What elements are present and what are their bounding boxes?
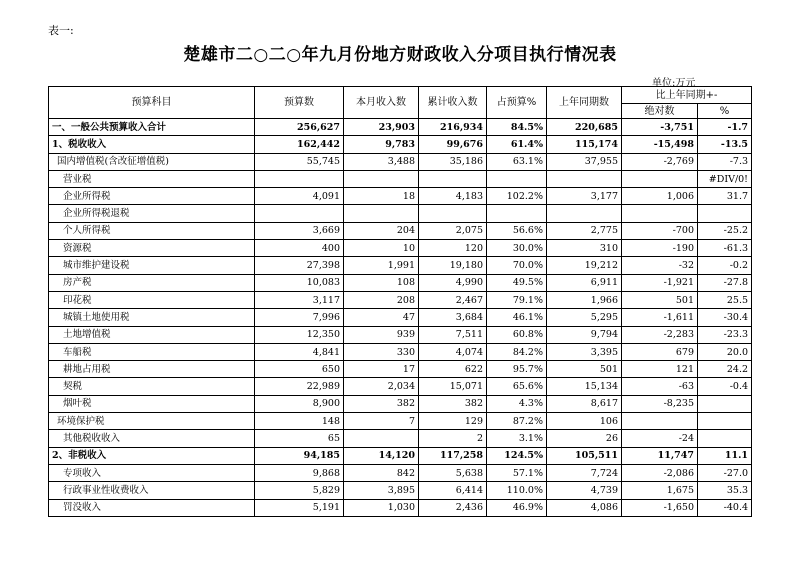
cell-pct: 79.1% [487,291,547,308]
table-row [49,499,752,516]
cell-pct2: -30.4 [698,309,752,326]
cell-pct: 56.6% [487,222,547,239]
table-row [49,240,752,257]
cell-item: 罚没收入 [49,499,255,516]
cell-abs [622,205,698,222]
cell-pct2: -0.2 [698,257,752,274]
header-item: 预算科目 [49,87,255,119]
cell-budget: 7,996 [255,309,344,326]
table-row [49,222,752,239]
cell-cumulative: 35,186 [419,153,487,170]
header-budget: 预算数 [255,87,344,119]
cell-abs: -1,650 [622,499,698,516]
cell-item: 土地增值税 [49,326,255,343]
cell-month: 842 [344,464,419,481]
cell-month: 3,895 [344,482,419,499]
cell-abs: 11,747 [622,447,698,464]
cell-cumulative: 216,934 [419,119,487,136]
table-body [49,119,752,517]
cell-last-year: 15,134 [547,378,622,395]
cell-cumulative: 6,414 [419,482,487,499]
cell-abs: -15,498 [622,136,698,153]
cell-month: 10 [344,240,419,257]
cell-abs: -700 [622,222,698,239]
cell-budget: 55,745 [255,153,344,170]
cell-cumulative: 382 [419,395,487,412]
cell-abs [622,413,698,430]
cell-pct2: 20.0 [698,343,752,360]
cell-pct: 87.2% [487,413,547,430]
cell-item: 企业所得税 [49,188,255,205]
cell-month: 1,991 [344,257,419,274]
cell-last-year: 106 [547,413,622,430]
cell-last-year: 115,174 [547,136,622,153]
cell-pct: 102.2% [487,188,547,205]
cell-pct2: -27.0 [698,464,752,481]
cell-month: 208 [344,291,419,308]
cell-last-year: 4,739 [547,482,622,499]
cell-month: 23,903 [344,119,419,136]
cell-budget: 22,989 [255,378,344,395]
cell-pct2: -27.8 [698,274,752,291]
cell-budget: 650 [255,361,344,378]
cell-abs: -32 [622,257,698,274]
cell-pct: 84.2% [487,343,547,360]
table-row [49,378,752,395]
cell-pct2: -61.3 [698,240,752,257]
cell-abs: -2,283 [622,326,698,343]
table-row [49,205,752,222]
cell-last-year: 220,685 [547,119,622,136]
cell-abs: -2,769 [622,153,698,170]
cell-month: 330 [344,343,419,360]
cell-abs: -63 [622,378,698,395]
header-pct: 占预算% [487,87,547,119]
header-abs: 绝对数 [622,104,698,119]
cell-abs: 1,675 [622,482,698,499]
cell-month [344,170,419,187]
cell-budget: 8,900 [255,395,344,412]
cell-month: 18 [344,188,419,205]
cell-cumulative: 4,990 [419,274,487,291]
cell-abs: -24 [622,430,698,447]
cell-budget: 148 [255,413,344,430]
cell-last-year: 310 [547,240,622,257]
cell-item: 一、一般公共预算收入合计 [49,119,255,136]
cell-month: 3,488 [344,153,419,170]
cell-month: 382 [344,395,419,412]
cell-pct2: 24.2 [698,361,752,378]
cell-item: 车船税 [49,343,255,360]
cell-cumulative: 4,183 [419,188,487,205]
cell-item: 烟叶税 [49,395,255,412]
cell-pct: 30.0% [487,240,547,257]
cell-budget: 5,829 [255,482,344,499]
cell-pct: 46.9% [487,499,547,516]
cell-cumulative [419,170,487,187]
cell-abs: -3,751 [622,119,698,136]
cell-pct: 4.3% [487,395,547,412]
cell-cumulative: 3,684 [419,309,487,326]
cell-pct2: 11.1 [698,447,752,464]
cell-cumulative: 2,467 [419,291,487,308]
header-compare: 比上年同期+- [622,87,752,104]
cell-budget: 4,841 [255,343,344,360]
header-cumulative: 累计收入数 [419,87,487,119]
table-row [49,257,752,274]
cell-pct2 [698,430,752,447]
header-pct2: % [698,104,752,119]
cell-pct: 70.0% [487,257,547,274]
cell-cumulative: 622 [419,361,487,378]
cell-budget: 10,083 [255,274,344,291]
cell-last-year: 8,617 [547,395,622,412]
cell-abs: -1,611 [622,309,698,326]
table-row [49,136,752,153]
cell-budget [255,205,344,222]
cell-pct2: -13.5 [698,136,752,153]
cell-pct2: 35.3 [698,482,752,499]
cell-pct2 [698,205,752,222]
cell-cumulative: 4,074 [419,343,487,360]
cell-last-year: 105,511 [547,447,622,464]
cell-last-year: 3,395 [547,343,622,360]
cell-month: 108 [344,274,419,291]
cell-pct: 61.4% [487,136,547,153]
cell-pct: 60.8% [487,326,547,343]
cell-budget: 94,185 [255,447,344,464]
cell-last-year [547,170,622,187]
cell-pct2: -1.7 [698,119,752,136]
cell-pct [487,205,547,222]
cell-month: 1,030 [344,499,419,516]
cell-item: 专项收入 [49,464,255,481]
cell-budget: 256,627 [255,119,344,136]
cell-pct2: -7.3 [698,153,752,170]
cell-last-year: 6,911 [547,274,622,291]
cell-pct: 95.7% [487,361,547,378]
cell-budget: 65 [255,430,344,447]
cell-pct [487,170,547,187]
cell-last-year: 1,966 [547,291,622,308]
header-month: 本月收入数 [344,87,419,119]
unit-label: 单位:万元 [652,78,696,89]
cell-abs: -2,086 [622,464,698,481]
cell-abs: -1,921 [622,274,698,291]
table-row [49,170,752,187]
cell-cumulative: 2,436 [419,499,487,516]
cell-pct2: -0.4 [698,378,752,395]
cell-budget: 3,117 [255,291,344,308]
cell-item: 2、非税收入 [49,447,255,464]
cell-cumulative: 2,075 [419,222,487,239]
cell-cumulative: 15,071 [419,378,487,395]
cell-budget: 27,398 [255,257,344,274]
table-row [49,447,752,464]
cell-last-year: 3,177 [547,188,622,205]
cell-item: 城镇土地使用税 [49,309,255,326]
cell-cumulative [419,205,487,222]
cell-last-year: 4,086 [547,499,622,516]
cell-item: 国内增值税(含改征增值税) [49,153,255,170]
cell-abs [622,170,698,187]
cell-pct2: #DIV/0! [698,170,752,187]
page-title: 楚雄市二○二○年九月份地方财政收入分项目执行情况表 [183,45,617,65]
cell-cumulative: 99,676 [419,136,487,153]
table-row [49,153,752,170]
cell-item: 城市维护建设税 [49,257,255,274]
table-row [49,430,752,447]
cell-item: 印花税 [49,291,255,308]
cell-budget: 12,350 [255,326,344,343]
cell-month: 47 [344,309,419,326]
cell-month: 204 [344,222,419,239]
table-row [49,326,752,343]
cell-pct2: 31.7 [698,188,752,205]
cell-item: 资源税 [49,240,255,257]
cell-month [344,205,419,222]
cell-item: 营业税 [49,170,255,187]
cell-last-year: 19,212 [547,257,622,274]
cell-last-year: 501 [547,361,622,378]
cell-abs: 121 [622,361,698,378]
cell-month: 2,034 [344,378,419,395]
cell-last-year: 26 [547,430,622,447]
cell-budget: 9,868 [255,464,344,481]
cell-pct2 [698,395,752,412]
table-row [49,482,752,499]
cell-pct: 65.6% [487,378,547,395]
cell-last-year: 9,794 [547,326,622,343]
table-row [49,309,752,326]
cell-pct: 110.0% [487,482,547,499]
table-row [49,395,752,412]
cell-item: 其他税收收入 [49,430,255,447]
cell-last-year [547,205,622,222]
cell-month: 14,120 [344,447,419,464]
table-row [49,291,752,308]
cell-cumulative: 5,638 [419,464,487,481]
cell-item: 契税 [49,378,255,395]
table-row [49,464,752,481]
header-last-year: 上年同期数 [547,87,622,119]
cell-pct: 84.5% [487,119,547,136]
cell-abs: 679 [622,343,698,360]
cell-budget: 162,442 [255,136,344,153]
cell-budget: 5,191 [255,499,344,516]
table-row [49,188,752,205]
cell-item: 环境保护税 [49,413,255,430]
cell-budget [255,170,344,187]
cell-abs: -190 [622,240,698,257]
cell-last-year: 2,775 [547,222,622,239]
cell-item: 个人所得税 [49,222,255,239]
cell-pct2: -25.2 [698,222,752,239]
cell-pct: 124.5% [487,447,547,464]
table-row [49,119,752,136]
cell-cumulative: 120 [419,240,487,257]
cell-month: 9,783 [344,136,419,153]
cell-pct: 57.1% [487,464,547,481]
cell-item: 1、税收收入 [49,136,255,153]
cell-item: 行政事业性收费收入 [49,482,255,499]
cell-abs: 1,006 [622,188,698,205]
cell-pct: 63.1% [487,153,547,170]
cell-pct2 [698,413,752,430]
cell-last-year: 37,955 [547,153,622,170]
cell-item: 房产税 [49,274,255,291]
budget-table [48,86,752,517]
document-label: 表一: [48,24,74,37]
cell-pct: 3.1% [487,430,547,447]
cell-pct2: 25.5 [698,291,752,308]
table-row [49,274,752,291]
table-row [49,413,752,430]
cell-item: 耕地占用税 [49,361,255,378]
cell-pct: 46.1% [487,309,547,326]
cell-budget: 400 [255,240,344,257]
cell-month [344,430,419,447]
cell-item: 企业所得税退税 [49,205,255,222]
cell-budget: 4,091 [255,188,344,205]
cell-abs: 501 [622,291,698,308]
cell-month: 17 [344,361,419,378]
cell-cumulative: 7,511 [419,326,487,343]
cell-pct2: -40.4 [698,499,752,516]
table-row [49,361,752,378]
cell-abs: -8,235 [622,395,698,412]
table-row [49,343,752,360]
cell-pct2: -23.3 [698,326,752,343]
cell-month: 939 [344,326,419,343]
cell-budget: 3,669 [255,222,344,239]
cell-month: 7 [344,413,419,430]
cell-last-year: 5,295 [547,309,622,326]
cell-pct: 49.5% [487,274,547,291]
cell-cumulative: 117,258 [419,447,487,464]
cell-cumulative: 19,180 [419,257,487,274]
cell-cumulative: 129 [419,413,487,430]
cell-cumulative: 2 [419,430,487,447]
cell-last-year: 7,724 [547,464,622,481]
